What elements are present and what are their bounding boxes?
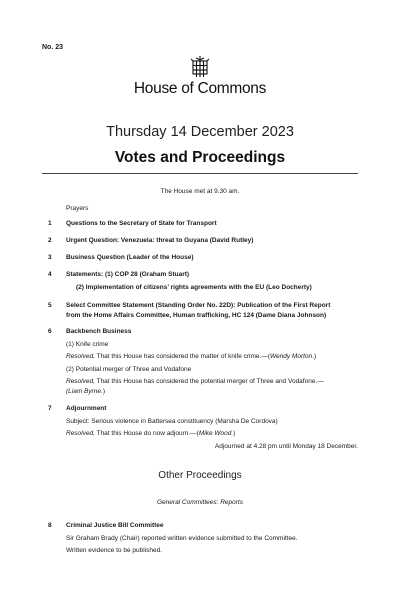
item-title: Business Question (Leader of the House) (66, 254, 194, 261)
item-number: 3 (48, 254, 52, 261)
item-number: 8 (48, 522, 52, 529)
item-part: (1) Knife crime (66, 340, 109, 348)
list-item (42, 327, 358, 396)
item-title: Questions to the Secretary of State for Transport (66, 220, 217, 227)
item-title-line: Select Committee Statement (Standing Order No. 22D): Publication of the First Report (66, 302, 331, 309)
item-text: Sir Graham Brady (Chair) reported written evidence submitted to the Committee. (66, 534, 298, 542)
item-number: 4 (48, 271, 52, 278)
other-proceedings-heading: Other Proceedings (158, 470, 242, 481)
prayers-text: Prayers (66, 205, 89, 212)
resolution-text: Resolved, That this House has considered the potential merger of Three and Vodafone.— (Liam Byrne.) (66, 378, 324, 395)
item-title: Statements: (1) COP 28 (Graham Stuart) (66, 271, 190, 278)
document-title: Votes and Proceedings (114, 149, 286, 166)
item-title: Urgent Question: Venezuela: threat to Guyana (David Rutley) (66, 237, 254, 244)
list-item (42, 301, 358, 320)
list-item (42, 270, 358, 292)
item-number: 2 (48, 237, 52, 244)
list-item (42, 253, 358, 263)
resolution-text: Resolved, That this House do now adjourn.—(Mike Wood.) (66, 430, 236, 437)
item-title-line: from the Home Affairs Committee, Human trafficking, HC 124 (Dame Diana Johnson) (66, 311, 327, 319)
item-text: Written evidence to be published. (66, 547, 162, 554)
list-item (42, 404, 358, 451)
list-item (42, 219, 358, 229)
list-item (42, 521, 358, 556)
item-subtitle: (2) Implementation of citizens’ rights agreements with the EU (Leo Docherty) (76, 283, 312, 291)
resolution-text: Resolved, That this House has considered the matter of knife crime.—(Wendy Morton.) (66, 353, 317, 360)
item-number: 5 (48, 302, 52, 309)
item-subject: Subject: Serious violence in Battersea constituency (Marsha De Cordova) (66, 417, 278, 425)
house-name: House of Commons (133, 80, 267, 97)
sitting-date: Thursday 14 December 2023 (106, 124, 294, 140)
adjourned-text: Adjourned at 4.28 pm until Monday 18 December. (214, 442, 358, 450)
title-rule (42, 173, 358, 174)
item-title: Adjournment (66, 405, 107, 412)
met-at-text: The House met at 9.30 am. (160, 188, 240, 195)
portcullis-icon (190, 55, 210, 79)
item-number: 1 (48, 220, 52, 227)
item-number: 6 (48, 328, 52, 335)
general-committees-heading: General Committees: Reports (157, 499, 243, 506)
item-title: Backbench Business (66, 328, 132, 335)
list-item (42, 236, 358, 246)
item-part: (2) Potential merger of Three and Vodafone (66, 365, 192, 373)
item-title: Criminal Justice Bill Committee (66, 522, 164, 529)
issue-number: No. 23 (42, 44, 64, 51)
item-number: 7 (48, 405, 52, 412)
